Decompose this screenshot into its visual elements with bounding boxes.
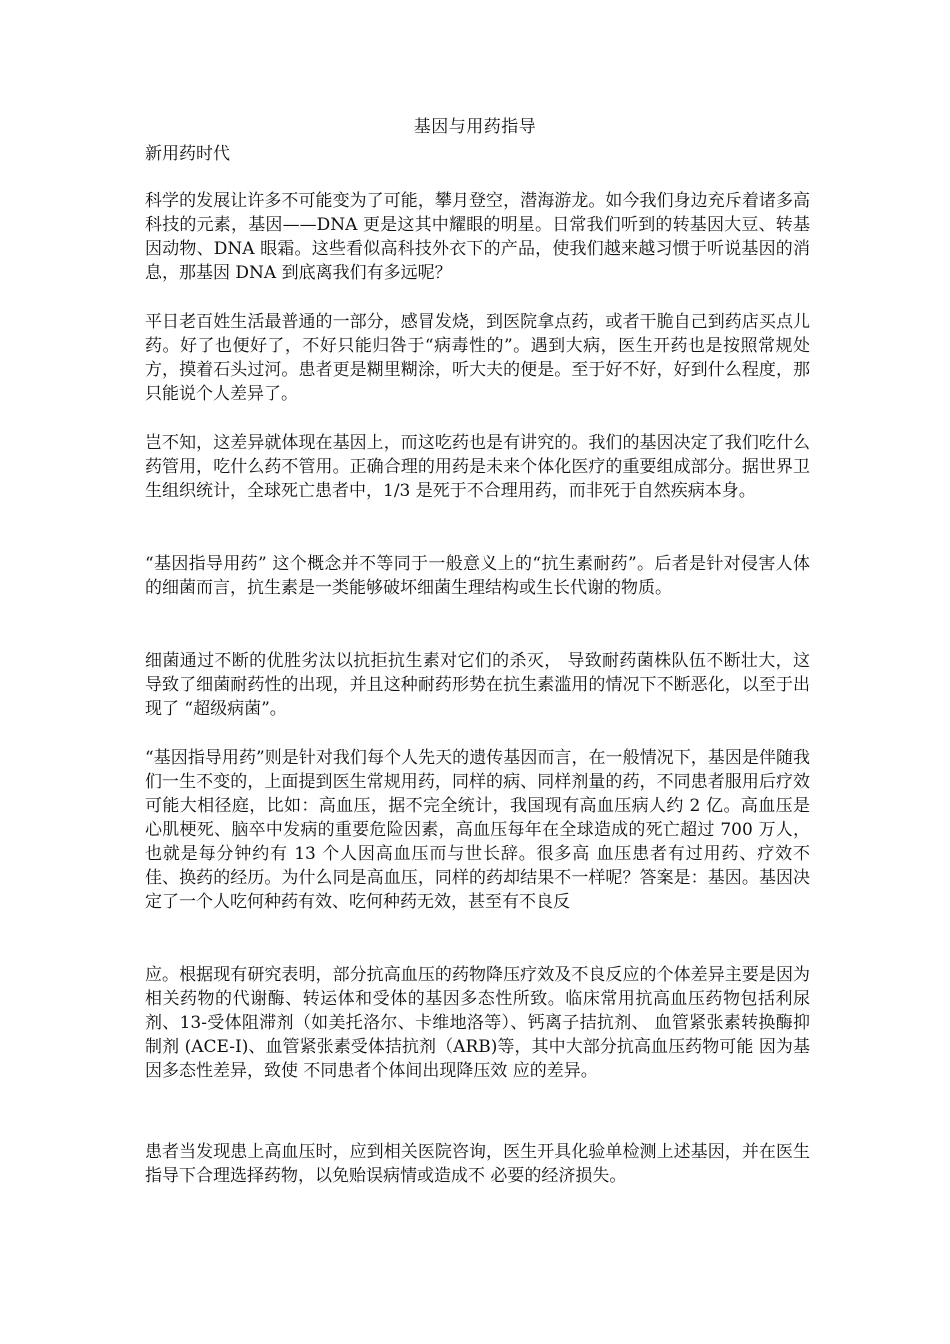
document-subtitle: 新用药时代 [145,144,230,164]
paragraph: 患者当发现患上高血压时，应到相关医院咨询，医生开具化验单检测上述基因，并在医生指导下合理选择药物，以免贻误病情或造成不 必要的经济损失。 [145,1142,810,1186]
paragraph: “基因指导用药” 这个概念并不等同于一般意义上的“抗生素耐药”。后者是针对侵害人体的细菌而言，抗生素是一类能够破坏细菌生理结构或生长代谢的物质。 [145,554,810,598]
paragraph: “基因指导用药”则是针对我们每个人先天的遗传基因而言，在一般情况下，基因是伴随我们一生不变的，上面提到医生常规用药，同样的病、同样剂量的药，不同患者服用后疗效可能大相径庭，比如：高血压，据不完全统计，我国现有高血压病人约 2 亿。高血压是心肌梗死、脑卒中发病的重要危险因素，高血压每年在全球造成的死亡超过 700 万人，也就是每分钟约有 13 个人因高血压而与世长辞。很多高 血压患者有过用药、疗效不佳、换药的经历。为什么同是高血压，同样的药却结果不一样呢？答案是：基因。基因决定了一个人吃何种药有效、吃何种药无效，甚至有不良反 [145,748,810,912]
paragraph: 平日老百姓生活最普通的一部分，感冒发烧，到医院拿点药，或者干脆自己到药店买点儿药。好了也便好了，不好只能归咎于“病毒性的”。遇到大病，医生开药也是按照常规处方，摸着石头过河。患者更是糊里糊涂，听大夫的便是。至于好不好，好到什么程度，那只能说个人差异了。 [145,312,810,404]
paragraph: 岂不知，这差异就体现在基因上，而这吃药也是有讲究的。我们的基因决定了我们吃什么药管用，吃什么药不管用。正确合理的用药是未来个体化医疗的重要组成部分。据世界卫生组织统计，全球死亡患者中，1/3 是死于不合理用药，而非死于自然疾病本身。 [145,433,810,501]
paragraph: 科学的发展让许多不可能变为了可能，攀月登空，潜海游龙。如今我们身边充斥着诸多高科技的元素，基因——DNA 更是这其中耀眼的明星。日常我们听到的转基因大豆、转基因动物、DNA 眼霜。这些看似高科技外衣下的产品，使我们越来越习惯于听说基因的消息，那基因 DNA 到底离我们有多远呢？ [145,191,810,283]
document-title: 基因与用药指导 [413,117,537,137]
paragraph: 应。根据现有研究表明，部分抗高血压的药物降压疗效及不良反应的个体差异主要是因为相关药物的代谢酶、转运体和受体的基因多态性所致。临床常用抗高血压药物包括利尿剂、13-受体阻滞剂（如美托洛尔、卡维地洛等）、钙离子拮抗剂、 血管紧张素转换酶抑制剂 (ACE-I)、血管紧张素受体拮抗剂（ARB)等，其中大部分抗高血压药物可能 因为基因多态性差异，致使 不同患者个体间出现降压效 应的差异。 [145,965,810,1081]
paragraph: 细菌通过不断的优胜劣汰以抗拒抗生素对它们的杀灭， 导致耐药菌株队伍不断壮大，这导致了细菌耐药性的出现，并且这种耐药形势在抗生素滥用的情况下不断恶化，以至于出现了 “超级病菌”。 [145,651,810,719]
